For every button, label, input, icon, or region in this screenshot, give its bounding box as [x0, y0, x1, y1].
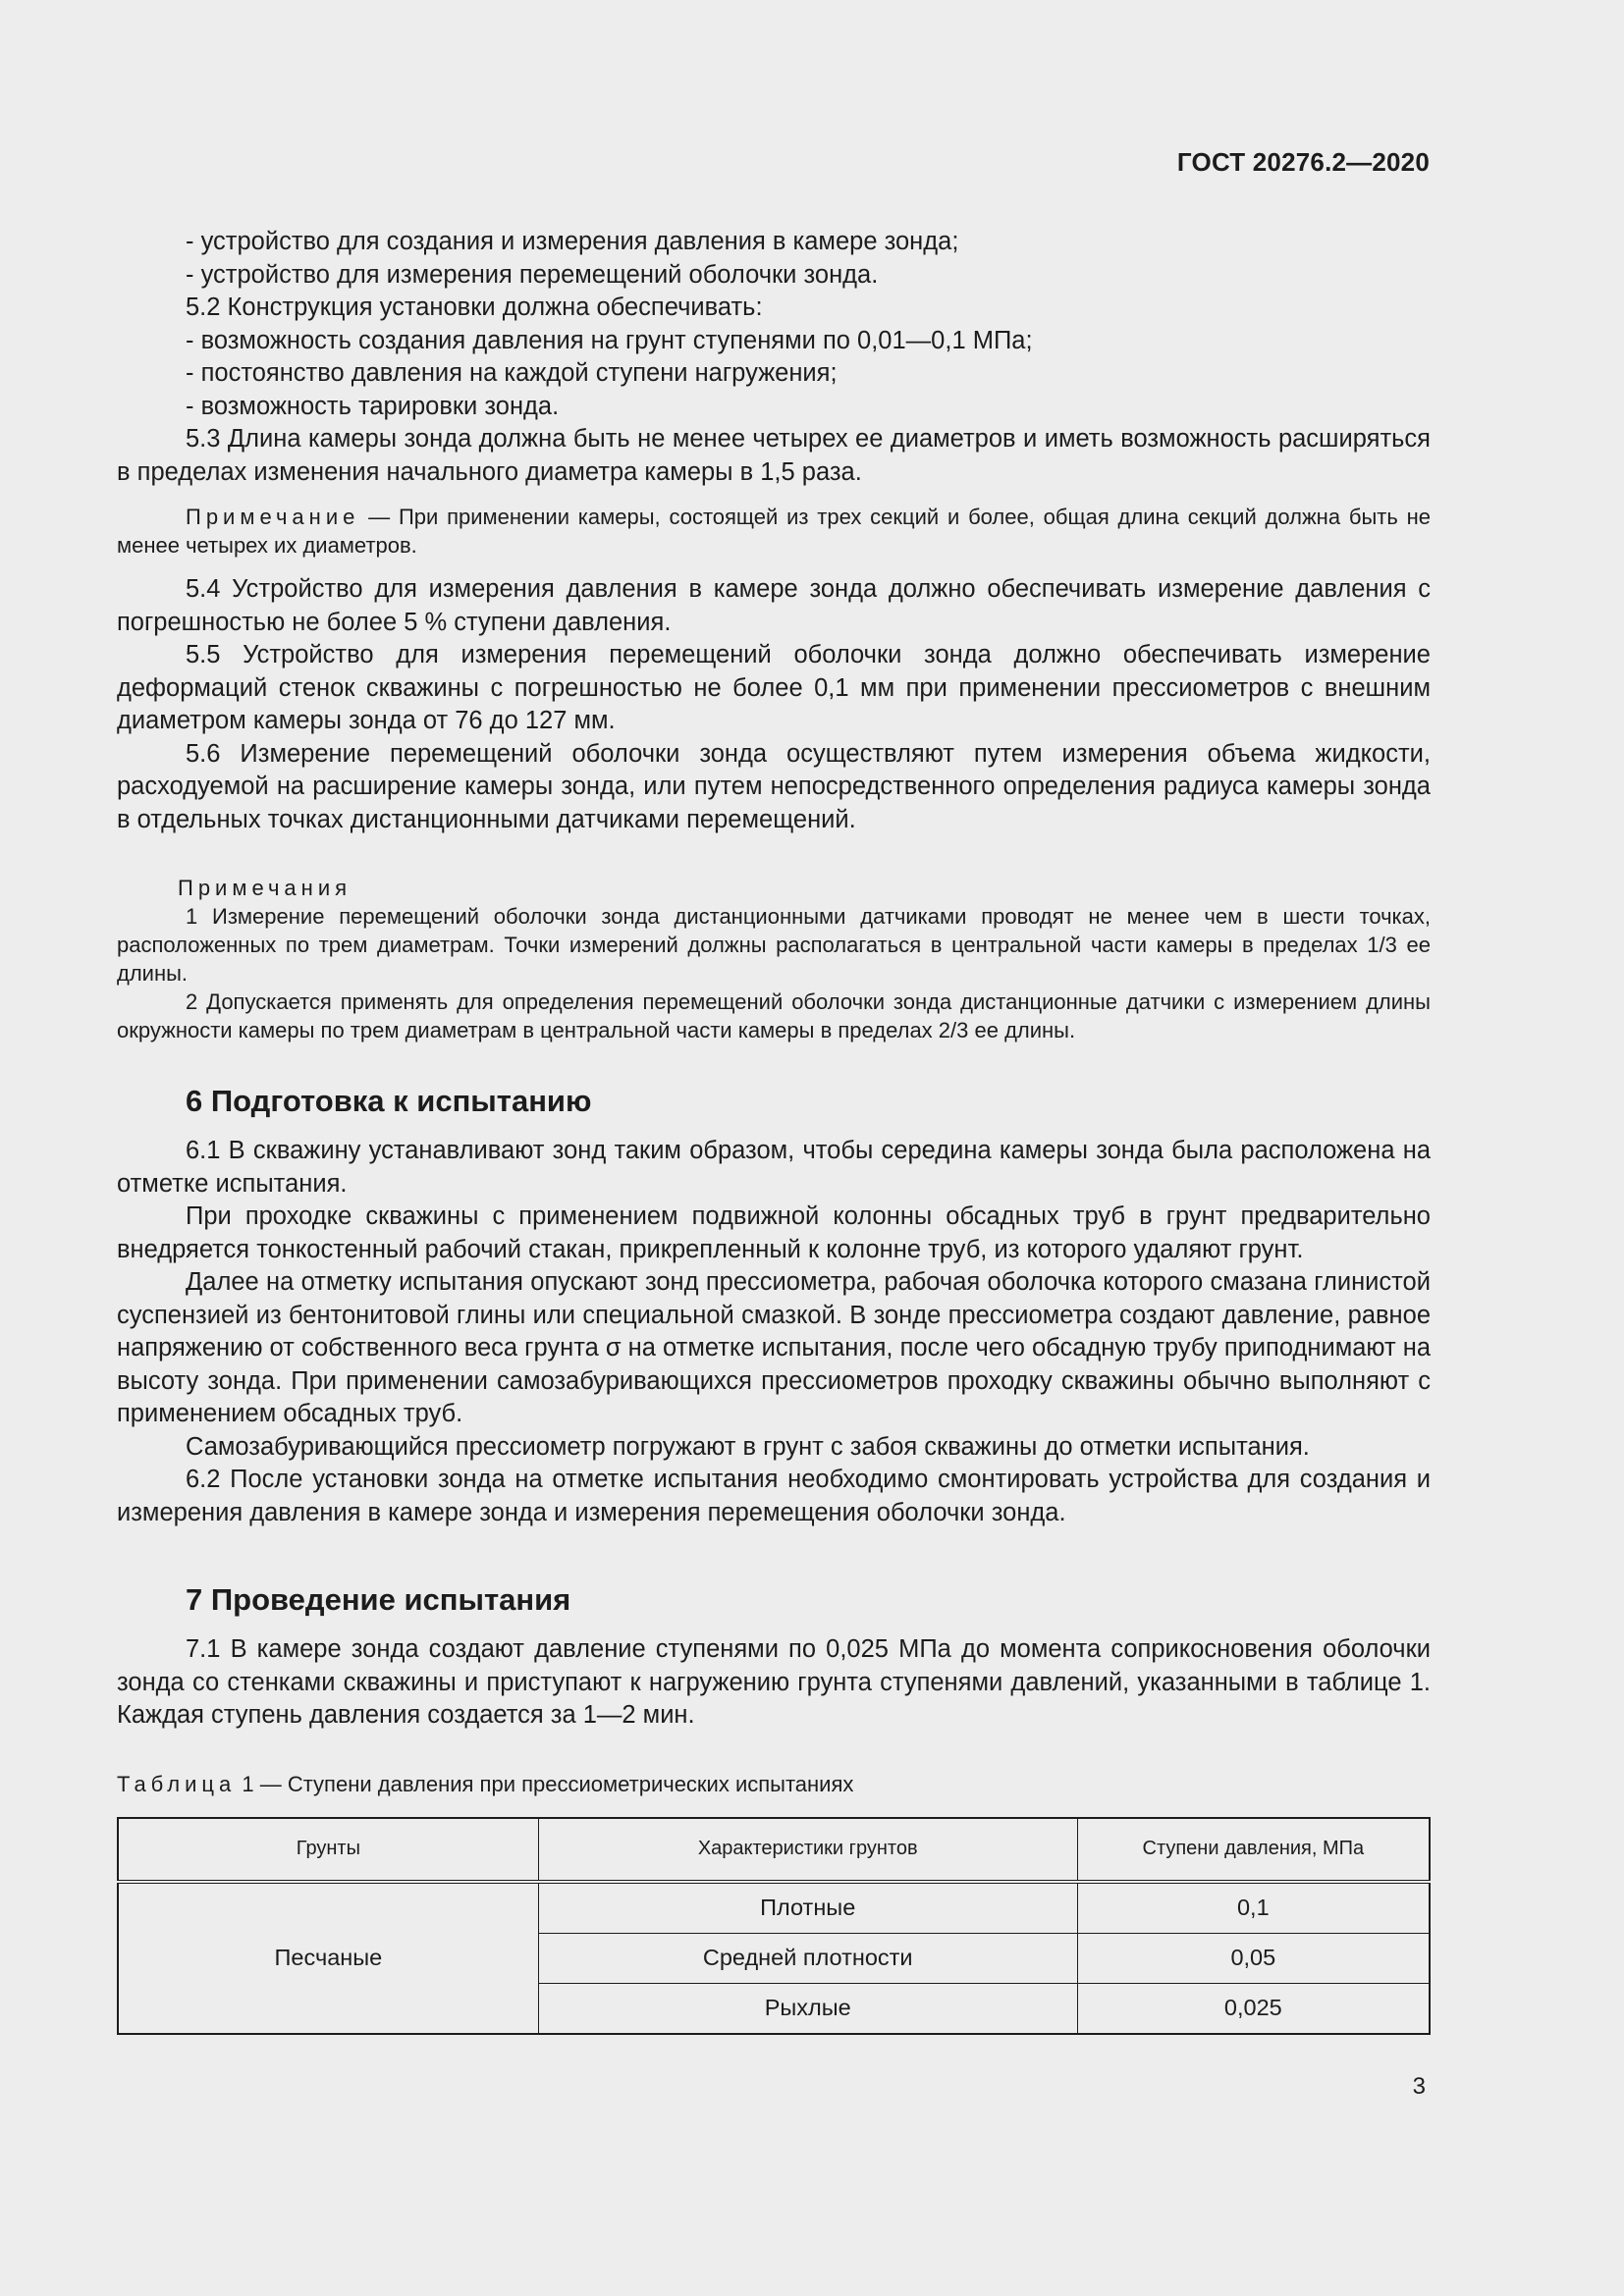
- table-header-cell: Грунты: [118, 1818, 538, 1882]
- paragraph: Далее на отметку испытания опускают зонд прессиометра, рабочая оболочка которого смазана глинистой суспензией из бентонитовой глины или специальной смазкой. В зонде прессиометра создают давление, равное напряжению от собственного веса грунта σ на отметке испытания, после чего обсадную трубу приподнимают на высоту зонда. При применении самозабуривающихся прессиометров проходку скважины обычно выполняют с применением обсадных труб.: [117, 1268, 1431, 1427]
- paragraph: При проходке скважины с применением подвижной колонны обсадных труб в грунт предварительно внедряется тонкостенный рабочий стакан, прикрепленный к колонне труб, из которого удаляют грунт.: [117, 1202, 1431, 1263]
- table-caption-label: Таблица: [117, 1771, 237, 1796]
- note-text: — При применении камеры, состоящей из трех секций и более, общая длина секций должна быть не менее четырех их диаметров.: [117, 505, 1431, 558]
- clause-5-6: 5.6 Измерение перемещений оболочки зонда осуществляют путем измерения объема жидкости, расходуемой на расширение камеры зонда, или путем непосредственного определения радиуса камеры зонда в отдельных точках дистанционными датчиками перемещений.: [117, 739, 1431, 833]
- table-cell: Плотные: [538, 1882, 1077, 1934]
- table-caption: [117, 1770, 1431, 1799]
- clause-5-2: 5.2 Конструкция установки должна обеспечивать:: [186, 294, 763, 321]
- body-content: [117, 226, 1431, 2035]
- list-item: - устройство для создания и измерения давления в камере зонда;: [186, 228, 959, 255]
- table-header-cell: Ступени давления, МПа: [1077, 1818, 1430, 1882]
- note-label: Примечание: [186, 505, 360, 529]
- page-number: 3: [1412, 2073, 1426, 2100]
- note-5-3: [117, 503, 1431, 560]
- clause-5-3: 5.3 Длина камеры зонда должна быть не менее четырех ее диаметров и иметь возможность расширяться в пределах изменения начального диаметра камеры в 1,5 раза.: [117, 425, 1431, 486]
- table-cell: 0,1: [1077, 1882, 1430, 1934]
- table-cell: Средней плотности: [538, 1933, 1077, 1983]
- clause-5-5: 5.5 Устройство для измерения перемещений оболочки зонда должно обеспечивать измерение деформаций стенок скважины с погрешностью не более 0,1 мм при применении прессиометров с внешним диаметром камеры зонда от 76 до 127 мм.: [117, 641, 1431, 734]
- clause-5-4: 5.4 Устройство для измерения давления в камере зонда должно обеспечивать измерение давления с погрешностью не более 5 % ступени давления.: [117, 575, 1431, 636]
- standard-number: ГОСТ 20276.2—2020: [1176, 147, 1430, 177]
- note-item: 1 Измерение перемещений оболочки зонда дистанционными датчиками проводят не менее чем в шести точках, расположенных по трем диаметрам. Точки измерений должны располагаться в центральной части камеры в пределах 1/3 ее длины.: [117, 904, 1431, 986]
- list-item: - возможность создания давления на грунт ступенями по 0,01—0,1 МПа;: [186, 326, 1033, 354]
- pressure-steps-table: [117, 1817, 1431, 2035]
- list-item: - устройство для измерения перемещений оболочки зонда.: [186, 260, 879, 289]
- clause-7-1: 7.1 В камере зонда создают давление ступенями по 0,025 МПа до момента соприкосновения оболочки зонда со стенками скважины и приступают к нагружению грунта ступенями давлений, указанными в таблице 1. Каждая ступень давления создается за 1—2 мин.: [117, 1635, 1431, 1729]
- section-6-heading: 6 Подготовка к испытанию: [186, 1084, 592, 1118]
- table-header-row: [118, 1818, 1430, 1882]
- section-7-heading: 7 Проведение испытания: [186, 1582, 571, 1617]
- list-item: - возможность тарировки зонда.: [186, 392, 560, 420]
- paragraph: Самозабуривающийся прессиометр погружают в грунт с забоя скважины до отметки испытания.: [186, 1432, 1310, 1461]
- table-caption-text: 1 — Ступени давления при прессиометрических испытаниях: [236, 1771, 854, 1796]
- table-row: [118, 1882, 1430, 1934]
- table-cell: Рыхлые: [538, 1983, 1077, 2034]
- list-item: - постоянство давления на каждой ступени нагружения;: [186, 359, 838, 387]
- clause-6-1: 6.1 В скважину устанавливают зонд таким образом, чтобы середина камеры зонда была расположена на отметке испытания.: [117, 1137, 1431, 1198]
- table-header-cell: Характеристики грунтов: [538, 1818, 1077, 1882]
- clause-6-2: 6.2 После установки зонда на отметке испытания необходимо смонтировать устройства для создания и измерения давления в камере зонда и измерения перемещения оболочки зонда.: [117, 1466, 1431, 1526]
- table-cell: 0,05: [1077, 1933, 1430, 1983]
- notes-label: Примечания: [178, 876, 352, 900]
- note-item: 2 Допускается применять для определения перемещений оболочки зонда дистанционные датчики с измерением длины окружности камеры по трем диаметрам в центральной части камеры в пределах 2/3 ее длины.: [117, 989, 1431, 1042]
- table-cell-soil: Песчаные: [118, 1882, 538, 2034]
- table-cell: 0,025: [1077, 1983, 1430, 2034]
